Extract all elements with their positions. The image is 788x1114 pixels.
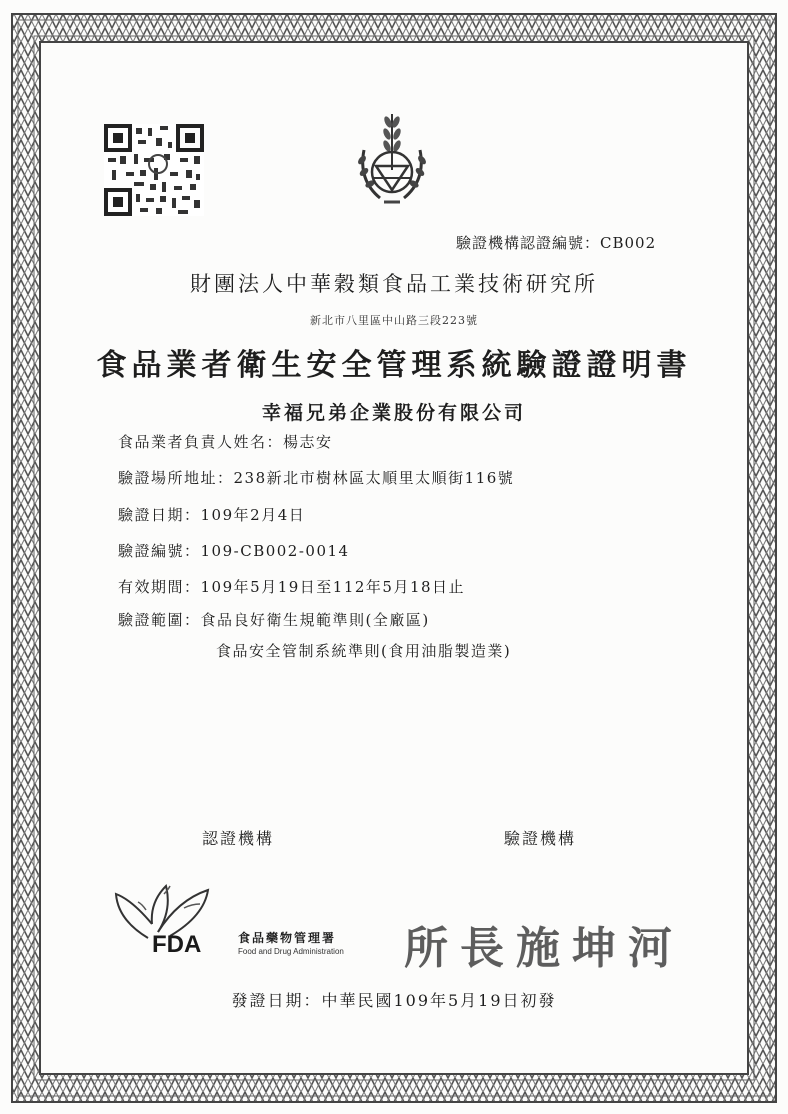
- qr-code-icon: [104, 124, 204, 216]
- fda-name-english: Food and Drug Administration: [238, 947, 344, 956]
- verification-body-label: 驗證機構: [504, 829, 577, 848]
- director-signature: 所長施坤河: [404, 923, 684, 974]
- fda-name-chinese: 食品藥物管理署: [238, 931, 337, 945]
- field-label: 驗證範圍：: [118, 611, 201, 629]
- field-value: 109-CB002-0014: [200, 542, 350, 560]
- field-verification-number: [118, 540, 350, 561]
- wheat-emblem-icon: [344, 110, 440, 214]
- field-verification-date: [118, 504, 305, 525]
- field-responsible-person: [118, 431, 333, 452]
- field-value: 238新北市樹林區太順里太順街116號: [233, 469, 515, 487]
- field-value: 109年5月19日至112年5月18日止: [200, 578, 466, 596]
- certificate-title: 食品業者衛生安全管理系統驗證證明書: [96, 348, 692, 383]
- field-validity-period: [118, 576, 465, 597]
- field-value: 109年2月4日: [200, 506, 306, 524]
- field-value: 食品良好衛生規範準則(全廠區): [200, 611, 430, 629]
- issuer-name: 財團法人中華穀類食品工業技術研究所: [190, 272, 598, 296]
- field-label: 有效期間：: [118, 578, 201, 596]
- field-verification-scope-line2: 食品安全管制系統準則(食用油脂製造業): [216, 642, 512, 660]
- field-label: 驗證日期：: [118, 506, 201, 524]
- accreditation-number: 驗證機構認證編號：CB002: [456, 234, 657, 252]
- company-name: 幸福兄弟企業股份有限公司: [261, 402, 526, 424]
- fda-wordmark: FDA: [152, 931, 202, 958]
- issuer-address: 新北市八里區中山路三段223號: [310, 314, 478, 327]
- field-value: 楊志安: [283, 433, 333, 451]
- issue-date: 發證日期：中華民國109年5月19日初發: [231, 991, 557, 1010]
- field-label: 食品業者負責人姓名：: [118, 433, 284, 451]
- field-site-address: [118, 467, 514, 488]
- field-label: 驗證場所地址：: [118, 469, 234, 487]
- accreditation-body-label: 認證機構: [202, 829, 275, 848]
- field-verification-scope: [118, 609, 430, 630]
- field-label: 驗證編號：: [118, 542, 201, 560]
